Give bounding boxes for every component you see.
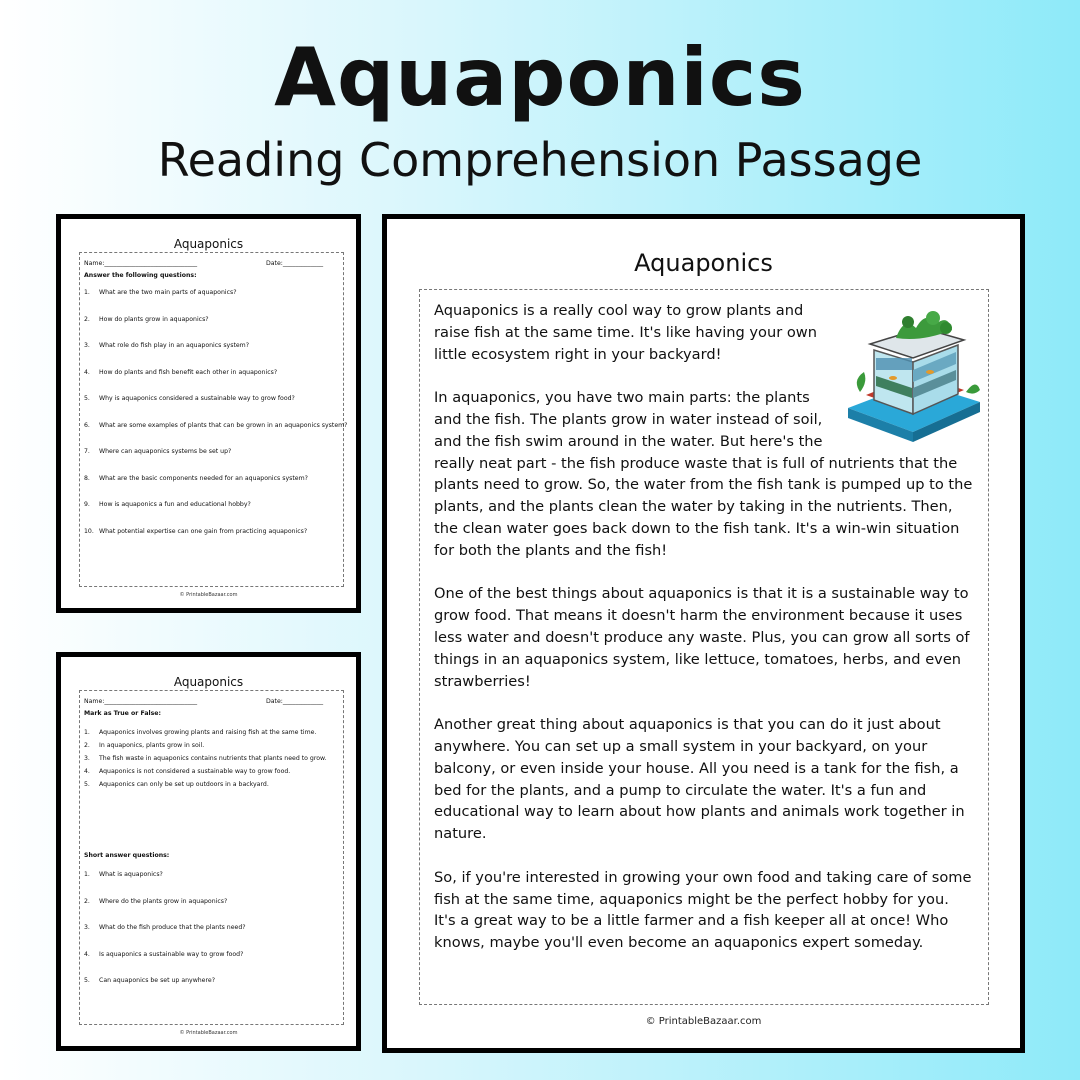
passage-paragraph: Another great thing about aquaponics is that you can do it just about anywhere. You can set up a small system in your backyard, on your balcony, or even inside your house. All you need is a tank for the fish, a bed for the plants, and a pump to circulate the water. It's a fun and educational way to learn about how plants and animals work together in nature. xyxy=(434,716,965,843)
question-text: Why is aquaponics considered a sustainable way to grow food? xyxy=(99,395,295,402)
truefalse-item xyxy=(84,755,342,762)
question-number: 8. xyxy=(84,474,90,482)
name-label: Name:______________________________ xyxy=(84,260,198,267)
question-item xyxy=(84,501,342,508)
question-text: How do plants grow in aquaponics? xyxy=(99,315,209,323)
worksheet-frame xyxy=(79,252,348,587)
question-number: 4. xyxy=(84,368,90,376)
item-number: 1. xyxy=(84,871,90,878)
item-text: Aquaponics involves growing plants and raising fish at the same time. xyxy=(99,729,317,736)
item-text: What is aquaponics? xyxy=(99,871,163,878)
question-item xyxy=(84,448,342,455)
short-answer-item xyxy=(84,924,342,931)
question-number: 7. xyxy=(84,448,90,455)
question-number: 1. xyxy=(84,289,90,296)
item-number: 3. xyxy=(84,755,90,762)
short-answer-item xyxy=(84,871,342,878)
aquaponics-tank-icon xyxy=(838,300,988,450)
date-label: Date:_____________ xyxy=(266,260,324,267)
question-number: 2. xyxy=(84,315,90,323)
question-text: What are some examples of plants that can be grown in an aquaponics system? xyxy=(99,421,348,429)
question-item xyxy=(84,369,342,376)
short-answer-item xyxy=(84,951,342,958)
instructions-heading: Answer the following questions: xyxy=(84,272,197,279)
question-item xyxy=(84,475,342,482)
question-item xyxy=(84,528,342,535)
item-text: Aquaponics is not considered a sustainable way to grow food. xyxy=(99,768,291,775)
worksheet-title: Aquaponics xyxy=(173,675,244,689)
question-number: 6. xyxy=(84,421,90,429)
passage-title: Aquaponics xyxy=(634,249,773,277)
copyright-footer: © PrintableBazaar.com xyxy=(645,1016,762,1027)
item-text: Aquaponics can only be set up outdoors in a backyard. xyxy=(99,781,269,788)
item-text: What do the fish produce that the plants need? xyxy=(99,924,246,931)
copyright-footer: © PrintableBazaar.com xyxy=(179,592,238,598)
question-text: What are the basic components needed for an aquaponics system? xyxy=(99,474,308,482)
item-number: 3. xyxy=(84,924,90,931)
item-text: Can aquaponics be set up anywhere? xyxy=(99,977,215,984)
truefalse-item xyxy=(84,781,342,788)
item-number: 4. xyxy=(84,950,90,958)
name-date-row xyxy=(84,698,340,707)
question-item xyxy=(84,289,342,296)
question-item xyxy=(84,316,342,323)
item-text: In aquaponics, plants grow in soil. xyxy=(99,742,205,749)
worksheet-title: Aquaponics xyxy=(173,237,244,251)
passage-paragraph: Aquaponics is a really cool way to grow plants and raise fish at the same time. It's like having your own little ecosystem right in your backyard! xyxy=(434,302,817,363)
question-text: What are the two main parts of aquaponics? xyxy=(99,289,237,296)
question-number: 10. xyxy=(84,527,94,535)
item-number: 2. xyxy=(84,897,90,905)
passage-sheet xyxy=(382,214,1025,1053)
question-text: How do plants and fish benefit each other in aquaponics? xyxy=(99,368,278,376)
question-text: What potential expertise can one gain from practicing aquaponics? xyxy=(99,527,308,535)
question-text: Where can aquaponics systems be set up? xyxy=(99,448,232,455)
question-item xyxy=(84,342,342,349)
passage-paragraph: In aquaponics, you have two main parts: the plants and the fish. The plants grow in water instead of soil, and the fish swim around in the water. But here's the really neat part - the fish produce waste that is full of nutrients that the plants need to grow. So, the water from the fish tank is pumped up to the plants, and the plants clean the water by taking in the nutrients. Then, the clean water goes back down to the fish tank. It's a win-win situation for both the plants and the fish! xyxy=(434,389,973,559)
name-date-row xyxy=(84,260,340,269)
truefalse-item xyxy=(84,742,342,749)
question-item xyxy=(84,421,348,429)
questions-worksheet-preview xyxy=(56,214,361,613)
hero-title: Aquaponics xyxy=(274,31,806,124)
item-number: 5. xyxy=(84,977,90,984)
truefalse-item xyxy=(84,729,342,736)
item-number: 2. xyxy=(84,742,90,749)
item-text: Is aquaponics a sustainable way to grow food? xyxy=(99,950,244,958)
passage-frame xyxy=(419,289,989,1005)
name-label: Name:______________________________ xyxy=(84,698,198,705)
date-label: Date:_____________ xyxy=(266,698,324,705)
hero-subtitle: Reading Comprehension Passage xyxy=(157,133,923,187)
short-answer-item xyxy=(84,898,342,905)
passage-body xyxy=(434,300,974,976)
passage-paragraph: One of the best things about aquaponics is that it is a sustainable way to grow food. That means it doesn't harm the environment because it uses less water and doesn't produce any waste. Plus, you can grow all sorts of things in an aquaponics system, like lettuce, tomatoes, herbs, and even strawberries! xyxy=(434,585,970,690)
worksheet-frame xyxy=(79,690,344,1025)
short-answer-item xyxy=(84,977,342,984)
question-text: How is aquaponics a fun and educational hobby? xyxy=(99,501,251,508)
item-number: 4. xyxy=(84,768,90,775)
short-answer-heading: Short answer questions: xyxy=(84,852,170,859)
item-number: 1. xyxy=(84,729,90,736)
item-number: 5. xyxy=(84,781,90,788)
question-item xyxy=(84,395,342,402)
question-number: 9. xyxy=(84,501,90,508)
truefalse-worksheet-preview xyxy=(56,652,361,1051)
item-text: Where do the plants grow in aquaponics? xyxy=(99,897,228,905)
question-number: 3. xyxy=(84,342,90,349)
question-text: What role do fish play in an aquaponics system? xyxy=(99,342,249,349)
truefalse-heading: Mark as True or False: xyxy=(84,710,161,717)
truefalse-item xyxy=(84,768,342,775)
question-number: 5. xyxy=(84,395,90,402)
passage-paragraph: So, if you're interested in growing your own food and taking care of some fish at the same time, aquaponics might be the perfect hobby for you. It's a great way to be a little farmer and a fish keeper all at once! Who knows, maybe you'll even become an aquaponics expert someday. xyxy=(434,868,972,952)
copyright-footer: © PrintableBazaar.com xyxy=(179,1030,238,1036)
item-text: The fish waste in aquaponics contains nutrients that plants need to grow. xyxy=(99,755,327,762)
